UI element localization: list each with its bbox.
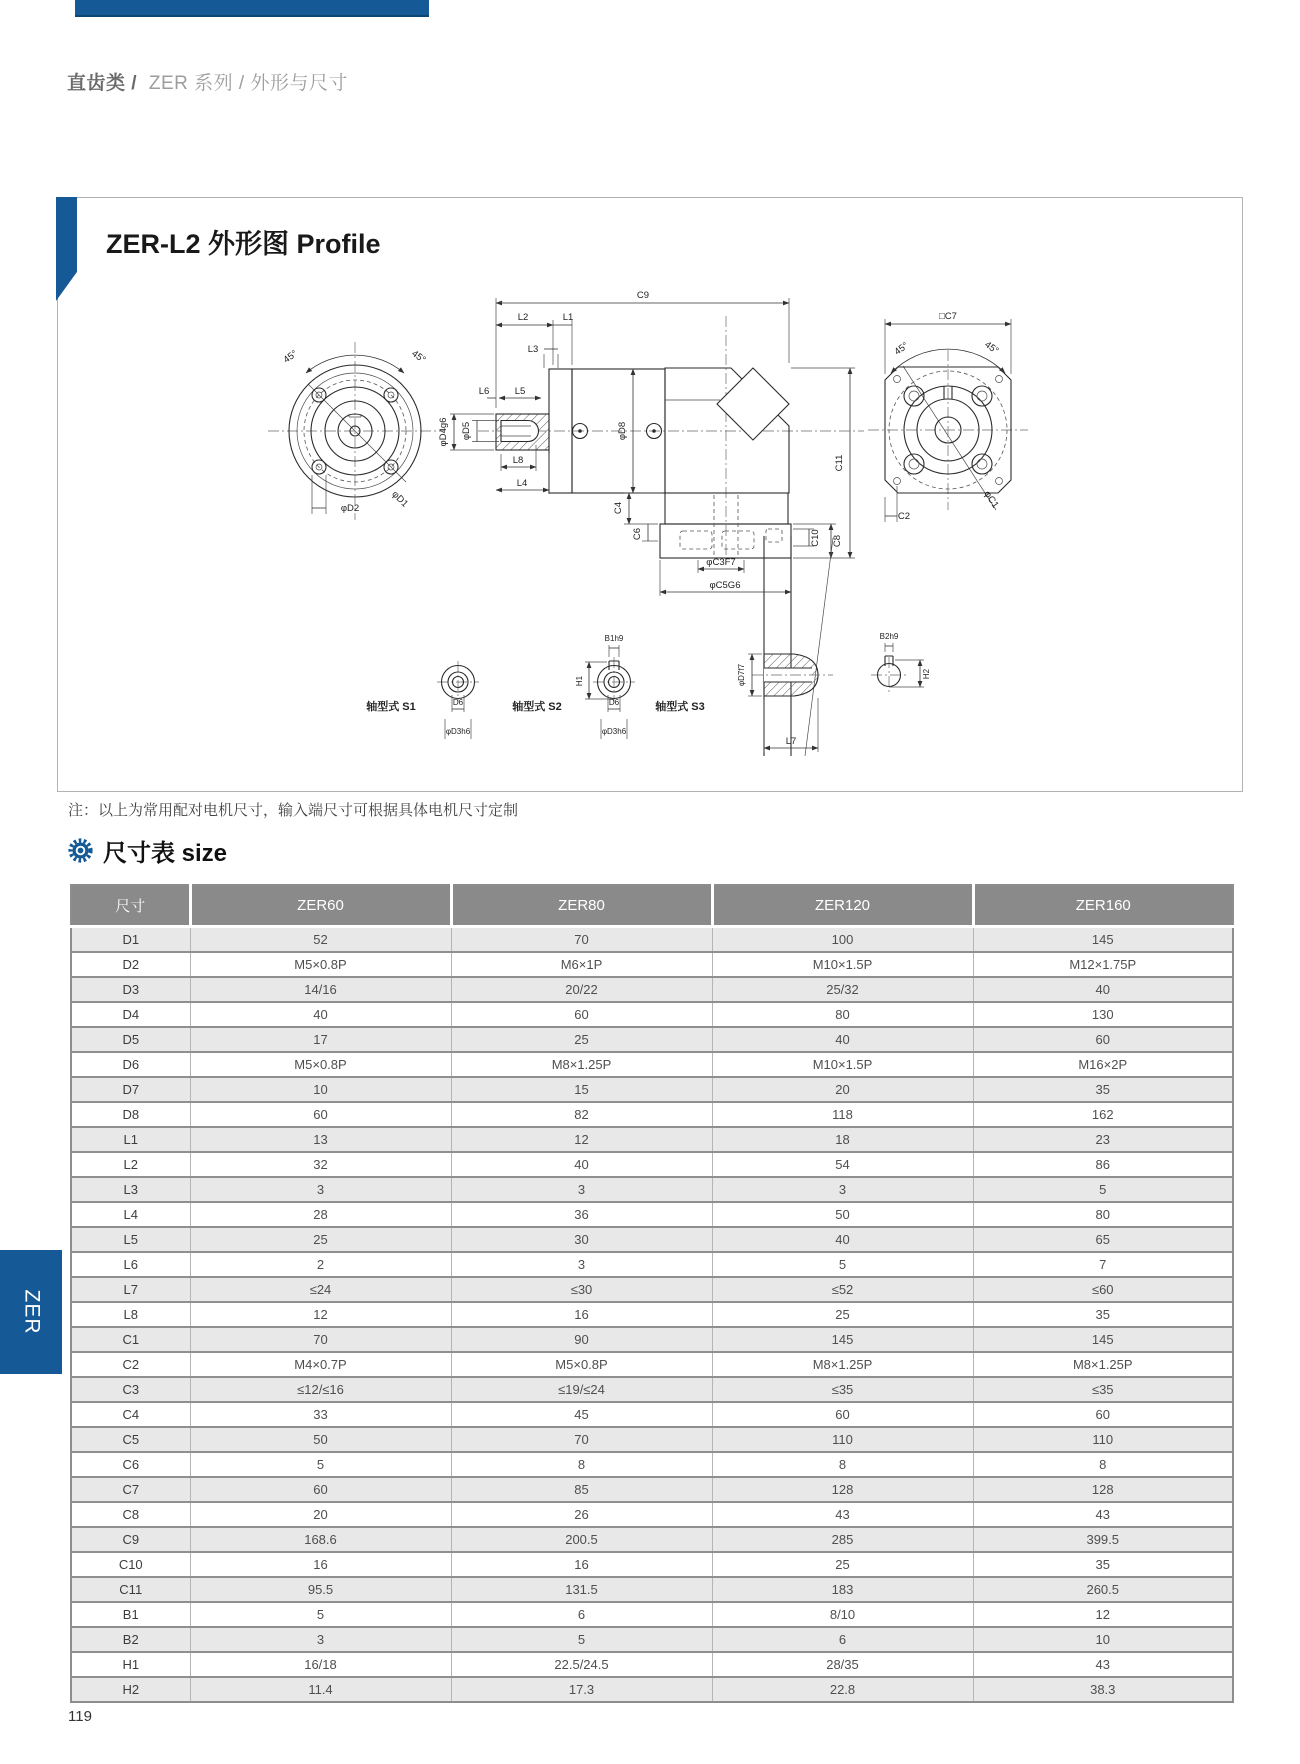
dim-label-c8: C8: [832, 534, 843, 548]
dim-label-h2: H2: [922, 668, 931, 680]
dim-label-d1: φD1: [389, 488, 411, 510]
param-cell: C11: [71, 1577, 190, 1602]
value-cell: 20: [712, 1077, 973, 1102]
column-header: ZER160: [973, 885, 1233, 927]
value-cell: 28: [190, 1202, 451, 1227]
value-cell: M6×1P: [451, 952, 712, 977]
table-row: [71, 1277, 1233, 1302]
table-row: [71, 977, 1233, 1002]
value-cell: 20: [190, 1502, 451, 1527]
dim-label-c5g6: φC5G6: [709, 580, 741, 591]
value-cell: 43: [973, 1502, 1233, 1527]
value-cell: 82: [451, 1102, 712, 1127]
breadcrumb-category: 直齿类 /: [67, 73, 138, 94]
param-cell: L8: [71, 1302, 190, 1327]
value-cell: 14/16: [190, 977, 451, 1002]
dim-label-c2: C2: [897, 511, 911, 522]
param-cell: D8: [71, 1102, 190, 1127]
size-section-title: 尺寸表 size: [103, 840, 228, 867]
value-cell: 10: [973, 1627, 1233, 1652]
value-cell: ≤30: [451, 1277, 712, 1302]
value-cell: 168.6: [190, 1527, 451, 1552]
value-cell: 18: [712, 1127, 973, 1152]
dim-label-c10: C10: [810, 529, 821, 547]
shaft-s2-label: 轴型式 S2: [512, 701, 562, 713]
dim-label-c3f7: φC3F7: [706, 557, 736, 568]
side-view: [438, 290, 864, 596]
value-cell: ≤35: [973, 1377, 1233, 1402]
value-cell: 25: [712, 1552, 973, 1577]
value-cell: M10×1.5P: [712, 1052, 973, 1077]
size-table: [70, 884, 1234, 1703]
value-cell: 65: [973, 1227, 1233, 1252]
value-cell: 3: [190, 1177, 451, 1202]
dim-label-l6: L6: [478, 386, 490, 397]
value-cell: 32: [190, 1152, 451, 1177]
value-cell: 36: [451, 1202, 712, 1227]
page-number: 119: [68, 1708, 92, 1725]
value-cell: 6: [712, 1627, 973, 1652]
value-cell: 16: [190, 1552, 451, 1577]
value-cell: M5×0.8P: [451, 1352, 712, 1377]
param-cell: L3: [71, 1177, 190, 1202]
value-cell: 285: [712, 1527, 973, 1552]
value-cell: 86: [973, 1152, 1233, 1177]
value-cell: 100: [712, 927, 973, 952]
param-cell: C10: [71, 1552, 190, 1577]
value-cell: 26: [451, 1502, 712, 1527]
table-row: [71, 1077, 1233, 1102]
value-cell: 35: [973, 1302, 1233, 1327]
dim-label-c1: φC1: [981, 488, 1001, 511]
dim-label-45-left: 45°: [281, 348, 300, 366]
gear-icon: [67, 837, 94, 864]
param-cell: D3: [71, 977, 190, 1002]
value-cell: 128: [973, 1477, 1233, 1502]
value-cell: 40: [190, 1002, 451, 1027]
param-cell: B1: [71, 1602, 190, 1627]
value-cell: 85: [451, 1477, 712, 1502]
value-cell: 110: [973, 1427, 1233, 1452]
value-cell: 145: [973, 1327, 1233, 1352]
param-cell: H2: [71, 1677, 190, 1702]
value-cell: M4×0.7P: [190, 1352, 451, 1377]
value-cell: 23: [973, 1127, 1233, 1152]
table-row: [71, 1402, 1233, 1427]
table-row: [71, 1202, 1233, 1227]
param-cell: L7: [71, 1277, 190, 1302]
param-cell: D6: [71, 1052, 190, 1077]
value-cell: 12: [190, 1302, 451, 1327]
param-cell: L6: [71, 1252, 190, 1277]
column-header: ZER120: [712, 885, 973, 927]
param-cell: L5: [71, 1227, 190, 1252]
value-cell: 5: [190, 1602, 451, 1627]
value-cell: 60: [973, 1027, 1233, 1052]
table-row: [71, 1327, 1233, 1352]
value-cell: 43: [712, 1502, 973, 1527]
value-cell: 60: [190, 1102, 451, 1127]
param-cell: H1: [71, 1652, 190, 1677]
value-cell: 200.5: [451, 1527, 712, 1552]
value-cell: 40: [712, 1027, 973, 1052]
value-cell: 8: [712, 1452, 973, 1477]
value-cell: 8/10: [712, 1602, 973, 1627]
value-cell: 52: [190, 927, 451, 952]
table-row: [71, 1577, 1233, 1602]
table-row: [71, 1102, 1233, 1127]
table-row: [71, 1177, 1233, 1202]
value-cell: 70: [451, 1427, 712, 1452]
size-section-header: [67, 833, 227, 868]
param-cell: C8: [71, 1502, 190, 1527]
param-cell: L2: [71, 1152, 190, 1177]
value-cell: 50: [712, 1202, 973, 1227]
value-cell: 6: [451, 1602, 712, 1627]
dim-label-d3h6-s1: φD3h6: [445, 727, 471, 736]
value-cell: 7: [973, 1252, 1233, 1277]
column-header: 尺寸: [71, 885, 190, 927]
series-side-tab-label: ZER: [20, 1289, 43, 1335]
shaft-type-s1: [366, 661, 479, 739]
value-cell: 54: [712, 1152, 973, 1177]
value-cell: M8×1.25P: [973, 1352, 1233, 1377]
value-cell: 60: [712, 1402, 973, 1427]
value-cell: ≤35: [712, 1377, 973, 1402]
value-cell: 8: [973, 1452, 1233, 1477]
value-cell: 43: [973, 1652, 1233, 1677]
value-cell: 128: [712, 1477, 973, 1502]
dim-label-l7: L7: [785, 736, 797, 747]
value-cell: 38.3: [973, 1677, 1233, 1702]
value-cell: 260.5: [973, 1577, 1233, 1602]
value-cell: ≤12/≤16: [190, 1377, 451, 1402]
dim-label-c11: C11: [834, 454, 845, 472]
param-cell: C6: [71, 1452, 190, 1477]
dim-label-45-rr: 45°: [982, 339, 1001, 357]
dim-label-l1: L1: [562, 312, 574, 323]
dim-label-d3h6-s2: φD3h6: [601, 727, 627, 736]
dim-label-45-right: 45°: [409, 348, 428, 366]
param-cell: L1: [71, 1127, 190, 1152]
value-cell: 50: [190, 1427, 451, 1452]
value-cell: M10×1.5P: [712, 952, 973, 977]
value-cell: 3: [190, 1627, 451, 1652]
table-row: [71, 1377, 1233, 1402]
series-side-tab: [0, 1250, 62, 1374]
dim-label-c9: C9: [636, 290, 650, 301]
value-cell: 40: [712, 1227, 973, 1252]
profile-drawing-panel: [57, 197, 1243, 792]
value-cell: 5: [451, 1627, 712, 1652]
value-cell: 15: [451, 1077, 712, 1102]
table-row: [71, 1452, 1233, 1477]
value-cell: 25: [451, 1027, 712, 1052]
rear-view: [868, 311, 1028, 522]
table-row: [71, 1427, 1233, 1452]
dim-label-l8: L8: [512, 455, 524, 466]
dim-label-d6-s2: D6: [608, 698, 620, 707]
note-text: 注：以上为常用配对电机尺寸，输入端尺寸可根据具体电机尺寸定制: [68, 802, 519, 819]
value-cell: 2: [190, 1252, 451, 1277]
dim-label-d7f7: φD7f7: [737, 663, 746, 687]
table-row: [71, 1602, 1233, 1627]
value-cell: 12: [451, 1127, 712, 1152]
value-cell: M5×0.8P: [190, 1052, 451, 1077]
param-cell: C5: [71, 1427, 190, 1452]
dim-label-c7: □C7: [939, 311, 957, 322]
value-cell: 22.8: [712, 1677, 973, 1702]
value-cell: 3: [451, 1252, 712, 1277]
dim-label-l3: L3: [527, 344, 539, 355]
value-cell: 162: [973, 1102, 1233, 1127]
value-cell: 11.4: [190, 1677, 451, 1702]
value-cell: 145: [973, 927, 1233, 952]
param-cell: L4: [71, 1202, 190, 1227]
table-row: [71, 1677, 1233, 1702]
dim-label-l5: L5: [514, 386, 526, 397]
value-cell: 25: [712, 1302, 973, 1327]
value-cell: 40: [973, 977, 1233, 1002]
value-cell: 183: [712, 1577, 973, 1602]
dim-label-d2: φD2: [340, 503, 360, 514]
dim-label-b1h9: B1h9: [604, 634, 624, 643]
dim-label-h1: H1: [575, 675, 584, 687]
value-cell: 3: [712, 1177, 973, 1202]
dim-label-d8: φD8: [617, 421, 628, 441]
value-cell: 3: [451, 1177, 712, 1202]
value-cell: ≤24: [190, 1277, 451, 1302]
value-cell: 60: [190, 1477, 451, 1502]
technical-drawing: [58, 198, 1242, 791]
front-view: [268, 342, 444, 520]
table-row: [71, 927, 1233, 952]
value-cell: ≤60: [973, 1277, 1233, 1302]
table-row: [71, 1252, 1233, 1277]
value-cell: 5: [712, 1252, 973, 1277]
param-cell: C7: [71, 1477, 190, 1502]
value-cell: 12: [973, 1602, 1233, 1627]
value-cell: 5: [973, 1177, 1233, 1202]
table-row: [71, 1127, 1233, 1152]
table-row: [71, 1152, 1233, 1177]
table-header-row: [71, 885, 1233, 927]
value-cell: 16/18: [190, 1652, 451, 1677]
value-cell: 90: [451, 1327, 712, 1352]
value-cell: 130: [973, 1002, 1233, 1027]
value-cell: 95.5: [190, 1577, 451, 1602]
value-cell: 17: [190, 1027, 451, 1052]
value-cell: M8×1.25P: [712, 1352, 973, 1377]
param-cell: C3: [71, 1377, 190, 1402]
param-cell: D2: [71, 952, 190, 977]
table-row: [71, 1227, 1233, 1252]
keyway-detail: [871, 632, 931, 693]
value-cell: 10: [190, 1077, 451, 1102]
dim-label-d5: φD5: [461, 421, 472, 441]
value-cell: 16: [451, 1302, 712, 1327]
value-cell: M16×2P: [973, 1052, 1233, 1077]
value-cell: 145: [712, 1327, 973, 1352]
breadcrumb: [67, 68, 348, 95]
value-cell: ≤19/≤24: [451, 1377, 712, 1402]
value-cell: 118: [712, 1102, 973, 1127]
param-cell: D1: [71, 927, 190, 952]
dim-label-45-rl: 45°: [892, 340, 911, 358]
value-cell: 20/22: [451, 977, 712, 1002]
table-row: [71, 952, 1233, 977]
breadcrumb-rest: ZER 系列 / 外形与尺寸: [148, 73, 348, 94]
value-cell: 17.3: [451, 1677, 712, 1702]
table-row: [71, 1627, 1233, 1652]
dim-label-b2h9: B2h9: [879, 632, 899, 641]
value-cell: 110: [712, 1427, 973, 1452]
column-header: ZER80: [451, 885, 712, 927]
table-row: [71, 1352, 1233, 1377]
table-row: [71, 1477, 1233, 1502]
param-cell: C1: [71, 1327, 190, 1352]
value-cell: 80: [712, 1002, 973, 1027]
table-row: [71, 1052, 1233, 1077]
dim-label-d6-s1: D6: [452, 698, 464, 707]
dim-label-c4: C4: [613, 501, 624, 515]
value-cell: 5: [190, 1452, 451, 1477]
value-cell: 13: [190, 1127, 451, 1152]
dim-label-l4: L4: [516, 478, 528, 489]
param-cell: C9: [71, 1527, 190, 1552]
column-header: ZER60: [190, 885, 451, 927]
value-cell: 399.5: [973, 1527, 1233, 1552]
value-cell: M5×0.8P: [190, 952, 451, 977]
value-cell: 30: [451, 1227, 712, 1252]
value-cell: 60: [451, 1002, 712, 1027]
param-cell: D5: [71, 1027, 190, 1052]
table-row: [71, 1027, 1233, 1052]
value-cell: 60: [973, 1402, 1233, 1427]
table-row: [71, 1552, 1233, 1577]
param-cell: D7: [71, 1077, 190, 1102]
value-cell: M8×1.25P: [451, 1052, 712, 1077]
table-row: [71, 1652, 1233, 1677]
dim-label-l2: L2: [517, 312, 529, 323]
param-cell: B2: [71, 1627, 190, 1652]
value-cell: 16: [451, 1552, 712, 1577]
value-cell: 8: [451, 1452, 712, 1477]
value-cell: 45: [451, 1402, 712, 1427]
brand-bar: [75, 0, 429, 17]
value-cell: 70: [451, 927, 712, 952]
param-cell: C2: [71, 1352, 190, 1377]
table-row: [71, 1002, 1233, 1027]
value-cell: 70: [190, 1327, 451, 1352]
dim-label-c6: C6: [632, 527, 643, 541]
value-cell: 25/32: [712, 977, 973, 1002]
value-cell: 22.5/24.5: [451, 1652, 712, 1677]
value-cell: 28/35: [712, 1652, 973, 1677]
value-cell: 80: [973, 1202, 1233, 1227]
value-cell: 33: [190, 1402, 451, 1427]
value-cell: 25: [190, 1227, 451, 1252]
value-cell: M12×1.75P: [973, 952, 1233, 977]
param-cell: D4: [71, 1002, 190, 1027]
value-cell: 35: [973, 1077, 1233, 1102]
dim-label-d4g6: φD4g6: [438, 417, 449, 447]
value-cell: ≤52: [712, 1277, 973, 1302]
profile-title: ZER-L2 外形图 Profile: [106, 229, 381, 259]
value-cell: 131.5: [451, 1577, 712, 1602]
table-row: [71, 1302, 1233, 1327]
value-cell: 35: [973, 1552, 1233, 1577]
shaft-s1-label: 轴型式 S1: [366, 701, 416, 713]
value-cell: 40: [451, 1152, 712, 1177]
shaft-type-s2: [512, 634, 635, 739]
table-row: [71, 1502, 1233, 1527]
shaft-s3-label: 轴型式 S3: [655, 701, 705, 713]
table-row: [71, 1527, 1233, 1552]
param-cell: C4: [71, 1402, 190, 1427]
